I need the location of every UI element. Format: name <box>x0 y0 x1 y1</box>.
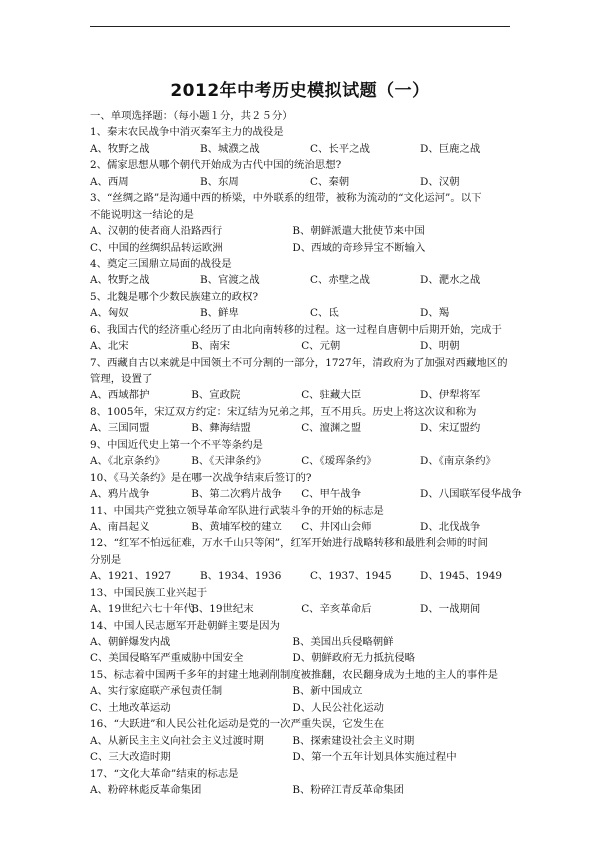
options-row <box>90 240 530 256</box>
question-15 <box>90 667 530 716</box>
options-row <box>90 420 530 436</box>
option-b: B、第二次鸦片战争 <box>191 488 282 501</box>
option-d: D、八国联军侵华战争 <box>419 488 522 501</box>
option-d: D、宋辽盟约 <box>419 422 481 435</box>
question-stem: 不能说明这一结论的是 <box>90 208 194 221</box>
question-stem: 5、北魏是哪个少数民族建立的政权? <box>90 290 259 303</box>
option-c: C、1937、1945 <box>310 570 392 583</box>
question-stem: 6、我国古代的经济重心经历了由北向南转移的过程。这一过程自唐朝中后期开始，完成于 <box>90 323 502 336</box>
option-c: C、驻藏大臣 <box>301 389 362 402</box>
option-c: C、元朝 <box>301 340 341 353</box>
option-b: B、宣政院 <box>191 389 241 402</box>
option-b: B、《天津条约》 <box>191 455 267 468</box>
option-a: A、《北京条约》 <box>90 455 166 468</box>
option-c: C、中国的丝绸织品转运欧洲 <box>90 241 223 254</box>
question-stem: 7、西藏自古以来就是中国领土不可分割的一部分，1727年，清政府为了加强对西藏地区的 <box>90 356 508 369</box>
option-a: A、粉碎林彪反革命集团 <box>90 783 202 796</box>
question-11 <box>90 503 530 536</box>
question-stem: 12、“红军不怕远征难，万水千山只等闲”，红军开始进行战略转移和最胜利会师的时间 <box>90 537 488 550</box>
option-a: A、朝鲜爆发内战 <box>90 636 171 648</box>
option-d: D、第一个五年计划具体实施过程中 <box>292 751 457 764</box>
option-a: A、1921、1927 <box>90 570 172 583</box>
question-6 <box>90 322 530 355</box>
question-stem: 10、《马关条约》是在哪一次战争结束后签订的? <box>90 471 312 484</box>
option-b: B、彝海结盟 <box>191 422 251 435</box>
option-d: D、北伐战争 <box>419 520 481 533</box>
question-stem: 4、奠定三国鼎立局面的战役是 <box>90 257 232 270</box>
option-c: C、辛亥革命后 <box>301 603 372 616</box>
option-b: B、1934、1936 <box>200 570 282 583</box>
option-c: C、秦朝 <box>310 175 350 188</box>
option-c: C、美国侵略军严重威胁中国安全 <box>90 652 244 665</box>
header-rule <box>90 26 510 27</box>
option-c: C、赤壁之战 <box>310 274 370 287</box>
option-d: D、朝鲜政府无力抵抗侵略 <box>292 652 416 665</box>
option-a: A、汉朝的使者商人沿路西行 <box>90 225 223 238</box>
option-c: C、氐 <box>310 307 339 320</box>
question-9 <box>90 437 530 470</box>
option-c: C、井冈山会师 <box>301 520 372 533</box>
options-row <box>90 568 530 584</box>
question-stem: 14、中国人民志愿军开赴朝鲜主要是因为 <box>90 619 280 632</box>
options-row <box>90 338 530 354</box>
option-b: B、黄埔军校的建立 <box>191 520 282 533</box>
question-stem: 3、“丝绸之路”是沟通中西的桥梁，中外联系的纽带，被称为流动的“文化运河”。以下 <box>90 192 482 205</box>
options-row <box>90 486 530 502</box>
option-d: D、一战期间 <box>419 603 481 616</box>
question-stem: 分别是 <box>90 553 122 566</box>
option-b: B、东周 <box>200 175 239 188</box>
options-row <box>90 700 530 716</box>
question-17 <box>90 766 530 799</box>
option-a: A、牧野之战 <box>90 142 150 155</box>
option-a: A、牧野之战 <box>90 274 150 287</box>
option-b: B、南宋 <box>191 340 230 353</box>
question-stem: 15、标志着中国两千多年的封建土地剥削制度被推翻，农民翻身成为土地的主人的事件是 <box>90 668 499 681</box>
question-2 <box>90 157 530 190</box>
option-a: A、从新民主主义向社会主义过渡时期 <box>90 734 264 747</box>
options-row <box>90 782 530 798</box>
option-a: A、19世纪六七十年代 <box>90 603 194 616</box>
question-stem: 13、中国民族工业兴起于 <box>90 586 208 599</box>
question-stem: 2、儒家思想从哪个朝代开始成为古代中国的统治思想? <box>90 159 342 172</box>
question-8 <box>90 404 530 437</box>
question-3 <box>90 190 530 256</box>
question-7 <box>90 355 530 404</box>
option-a: A、南昌起义 <box>90 520 150 533</box>
option-b: B、城濮之战 <box>200 142 260 155</box>
options-row <box>90 519 530 535</box>
question-stem: 1、秦末农民战争中消灭秦军主力的战役是 <box>90 126 284 139</box>
option-d: D、西域的奇珍异宝不断输入 <box>292 241 426 254</box>
options-row <box>90 305 530 321</box>
question-16 <box>90 716 530 765</box>
question-10 <box>90 470 530 503</box>
question-12 <box>90 535 530 584</box>
options-row <box>90 453 530 469</box>
option-c: C、土地改革运动 <box>90 701 171 714</box>
option-d: D、巨鹿之战 <box>420 142 481 155</box>
option-a: A、三国同盟 <box>90 422 150 435</box>
option-b: B、朝鲜派遣大批使节来中国 <box>292 225 425 238</box>
option-d: D、《南京条约》 <box>419 455 496 468</box>
option-c: C、澶渊之盟 <box>301 422 362 435</box>
question-stem: 17、“文化大革命”结束的标志是 <box>90 767 239 780</box>
option-a: A、西周 <box>90 175 129 188</box>
option-b: B、官渡之战 <box>200 274 260 287</box>
question-1 <box>90 124 530 157</box>
option-c: C、《瑷珲条约》 <box>301 455 377 468</box>
question-stem: 管理，设置了 <box>90 373 153 385</box>
question-stem: 11、中国共产党独立领导革命军队进行武装斗争的开始的标志是 <box>90 504 384 517</box>
options-row <box>90 634 530 650</box>
question-5 <box>90 289 530 322</box>
options-row <box>90 223 530 239</box>
option-c: C、三大改造时期 <box>90 751 171 764</box>
option-d: D、伊犁将军 <box>419 389 481 402</box>
options-row <box>90 650 530 666</box>
option-b: B、19世纪末 <box>191 603 254 616</box>
question-stem: 8、1005年，宋辽双方约定：宋辽结为兄弟之邦，互不用兵。历史上将这次议和称为 <box>90 405 477 418</box>
option-a: A、匈奴 <box>90 307 129 320</box>
question-stem: 16、“大跃进”和人民公社化运动是党的一次严重失误，它发生在 <box>90 718 384 731</box>
page-title: 2012年中考历史模拟试题（一） <box>170 81 430 101</box>
option-d: D、人民公社化运动 <box>292 701 384 714</box>
options-row <box>90 683 530 699</box>
section-heading: 一、单项选择题：（每小题１分，共２５分） <box>90 110 293 122</box>
option-b: B、探索建设社会主义时期 <box>292 734 415 747</box>
question-14 <box>90 618 530 667</box>
option-d: D、明朝 <box>419 340 460 353</box>
option-a: A、鸦片战争 <box>90 488 150 501</box>
option-c: C、长平之战 <box>310 142 370 155</box>
option-b: B、新中国成立 <box>292 685 363 698</box>
options-row <box>90 733 530 749</box>
option-b: B、粉碎江青反革命集团 <box>292 783 404 796</box>
option-d: D、羯 <box>420 307 450 320</box>
options-row <box>90 174 530 190</box>
options-row <box>90 141 530 157</box>
option-b: B、鲜卑 <box>200 307 239 320</box>
options-row <box>90 387 530 403</box>
options-row <box>90 272 530 288</box>
option-d: D、淝水之战 <box>420 274 481 287</box>
question-stem: 9、中国近代史上第一个不平等条约是 <box>90 438 263 451</box>
options-row <box>90 749 530 765</box>
option-b: B、美国出兵侵略朝鲜 <box>292 636 394 648</box>
option-a: A、北宋 <box>90 340 129 353</box>
option-a: A、西域都护 <box>90 389 150 402</box>
question-13 <box>90 585 530 618</box>
options-row <box>90 601 530 617</box>
question-4 <box>90 256 530 289</box>
question-list <box>90 108 530 798</box>
option-a: A、实行家庭联产承包责任制 <box>90 685 223 698</box>
option-d: D、1945、1949 <box>420 570 502 583</box>
option-c: C、甲午战争 <box>301 488 362 501</box>
option-d: D、汉朝 <box>420 175 460 188</box>
